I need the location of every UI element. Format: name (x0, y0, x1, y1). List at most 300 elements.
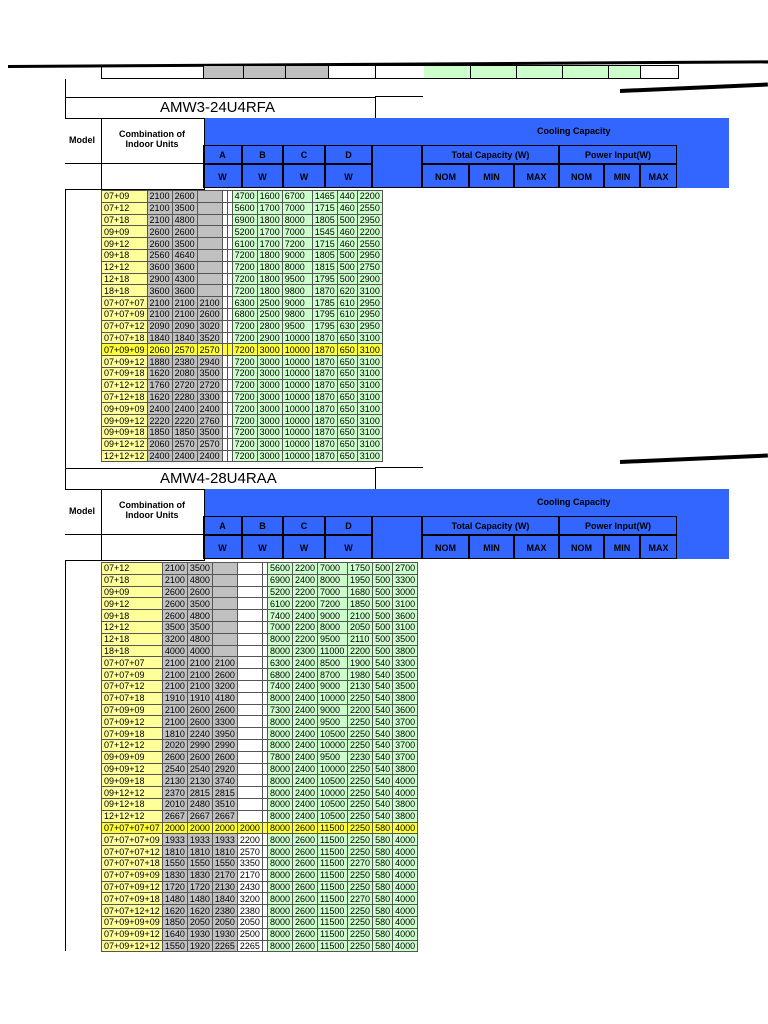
perf-cell: 1815 (312, 261, 337, 273)
perf-cell: 11500 (318, 869, 348, 881)
table-row (102, 822, 418, 834)
combo-cell: 09+12+12 (102, 787, 163, 799)
perf-cell: 580 (373, 869, 393, 881)
capacity-cell: 2100 (147, 202, 172, 214)
perf-cell: 500 (337, 249, 357, 261)
perf-cell: 1700 (257, 202, 282, 214)
perf-cell: 2400 (292, 680, 317, 692)
perf-cell: 650 (337, 379, 357, 391)
table-row (102, 356, 383, 368)
col-c-header: C (283, 145, 325, 164)
power-min-header: MIN (604, 164, 640, 188)
perf-cell: 2800 (257, 320, 282, 332)
total-min-header: MIN (469, 535, 514, 559)
perf-cell: 7200 (232, 403, 257, 415)
capacity-cell: 3510 (212, 798, 237, 810)
perf-cell: 2250 (348, 822, 373, 834)
perf-cell: 7200 (318, 598, 348, 610)
total-nom-header: NOM (422, 535, 469, 559)
combo-cell: 07+07+12+12 (102, 905, 163, 917)
capacity-cell: 2667 (187, 810, 212, 822)
capacity-cell: 2400 (172, 403, 197, 415)
table-row (102, 775, 418, 787)
perf-cell: 2250 (348, 834, 373, 846)
perf-cell: 540 (373, 739, 393, 751)
capacity-cell: 1830 (162, 869, 187, 881)
perf-cell: 2100 (348, 610, 373, 622)
perf-cell: 2400 (292, 763, 317, 775)
capacity-cell (237, 810, 262, 822)
perf-cell: 540 (373, 680, 393, 692)
combo-cell: 07+12+12 (102, 379, 148, 391)
capacity-cell: 2200 (237, 834, 262, 846)
capacity-cell: 2480 (187, 798, 212, 810)
col-a-unit: W (203, 164, 242, 188)
perf-cell: 2600 (292, 905, 317, 917)
power-nom-header: NOM (559, 164, 604, 188)
perf-cell: 3800 (393, 692, 418, 704)
perf-cell: 3500 (393, 680, 418, 692)
model-label: Model (69, 135, 95, 145)
perf-cell: 11500 (318, 834, 348, 846)
perf-cell: 1800 (257, 285, 282, 297)
perf-cell: 7200 (282, 238, 312, 250)
perf-cell: 650 (337, 391, 357, 403)
table-row (102, 285, 383, 297)
col-b-header: B (242, 145, 283, 164)
capacity-cell (212, 586, 237, 598)
perf-cell: 2600 (292, 893, 317, 905)
combo-cell: 07+07+07 (102, 297, 148, 309)
combo-cell: 07+09+18 (102, 728, 163, 740)
perf-cell: 2250 (348, 798, 373, 810)
perf-cell: 9000 (318, 680, 348, 692)
perf-cell: 3000 (393, 586, 418, 598)
perf-cell: 7800 (267, 751, 292, 763)
perf-cell: 9500 (282, 320, 312, 332)
table-row (102, 610, 418, 622)
perf-cell: 2750 (357, 261, 382, 273)
capacity-cell (237, 669, 262, 681)
perf-cell: 540 (373, 657, 393, 669)
perf-cell: 500 (373, 610, 393, 622)
combo-cell: 07+12 (102, 563, 163, 575)
capacity-cell: 3520 (197, 332, 222, 344)
capacity-cell: 2570 (237, 846, 262, 858)
combo-divider (101, 534, 203, 535)
combo-cell: 09+12+18 (102, 798, 163, 810)
combo-label: Combination of Indoor Units (119, 129, 185, 149)
combo-cell: 09+09+18 (102, 426, 148, 438)
perf-cell: 1980 (348, 669, 373, 681)
combo-cell: 09+09 (102, 586, 163, 598)
perf-cell: 8000 (267, 633, 292, 645)
capacity-cell: 4000 (162, 645, 187, 657)
perf-cell: 3100 (357, 332, 382, 344)
perf-cell: 1805 (312, 214, 337, 226)
capacity-cell: 2265 (212, 940, 237, 952)
perf-cell: 7300 (267, 704, 292, 716)
table-row (102, 680, 418, 692)
perf-cell: 1600 (257, 191, 282, 203)
perf-cell: 1800 (257, 249, 282, 261)
perf-cell: 2400 (292, 669, 317, 681)
capacity-cell: 2130 (187, 775, 212, 787)
capacity-cell: 1850 (162, 916, 187, 928)
capacity-cell: 1930 (212, 928, 237, 940)
table-row (102, 787, 418, 799)
table-row (102, 344, 383, 356)
capacity-cell: 2720 (172, 379, 197, 391)
capacity-cell: 2600 (172, 226, 197, 238)
capacity-cell: 2100 (172, 297, 197, 309)
capacity-cell: 2100 (162, 657, 187, 669)
capacity-cell (197, 226, 222, 238)
capacity-cell: 1840 (147, 332, 172, 344)
power-max-header: MAX (640, 164, 677, 188)
perf-cell: 2950 (357, 297, 382, 309)
table-row (102, 426, 383, 438)
perf-cell: 9000 (318, 610, 348, 622)
capacity-cell: 2540 (162, 763, 187, 775)
perf-cell: 4000 (393, 857, 418, 869)
gap-column-header (372, 145, 422, 188)
capacity-cell: 2130 (212, 881, 237, 893)
capacity-cell: 1480 (187, 893, 212, 905)
perf-cell: 8000 (267, 716, 292, 728)
combo-cell: 07+09+12 (102, 356, 148, 368)
perf-cell: 10000 (282, 344, 312, 356)
perf-cell: 4000 (393, 775, 418, 787)
capacity-cell: 2990 (187, 739, 212, 751)
perf-cell: 650 (337, 403, 357, 415)
capacity-cell: 2570 (172, 438, 197, 450)
perf-cell: 630 (337, 320, 357, 332)
perf-cell: 7400 (267, 680, 292, 692)
capacity-cell: 1910 (187, 692, 212, 704)
capacity-cell: 1810 (187, 846, 212, 858)
capacity-cell (237, 775, 262, 787)
perf-cell: 4000 (393, 916, 418, 928)
table-row (102, 226, 383, 238)
perf-cell: 7200 (232, 285, 257, 297)
perf-cell: 500 (337, 214, 357, 226)
perf-cell: 8500 (318, 657, 348, 669)
perf-cell: 540 (373, 692, 393, 704)
table-row (102, 704, 418, 716)
perf-cell: 3100 (357, 379, 382, 391)
capacity-cell: 2100 (162, 680, 187, 692)
capacity-cell (237, 716, 262, 728)
perf-cell: 3000 (257, 344, 282, 356)
combo-cell: 07+07+18 (102, 332, 148, 344)
perf-cell: 1870 (312, 426, 337, 438)
perf-cell: 5200 (232, 226, 257, 238)
perf-cell: 6900 (267, 574, 292, 586)
perf-cell: 3100 (357, 450, 382, 462)
capacity-cell: 1480 (162, 893, 187, 905)
perf-cell: 1800 (257, 261, 282, 273)
capacity-cell: 1840 (212, 893, 237, 905)
table-row (102, 391, 383, 403)
capacity-cell: 1620 (187, 905, 212, 917)
capacity-cell: 1810 (212, 846, 237, 858)
capacity-cell: 1620 (147, 391, 172, 403)
perf-cell: 8000 (267, 692, 292, 704)
capacity-cell (212, 610, 237, 622)
capacity-cell (237, 657, 262, 669)
perf-cell: 7200 (232, 356, 257, 368)
capacity-cell (197, 214, 222, 226)
capacity-cell: 2600 (147, 238, 172, 250)
combo-cell: 07+09+09+09 (102, 916, 163, 928)
perf-cell: 11500 (318, 940, 348, 952)
perf-cell: 540 (373, 704, 393, 716)
capacity-cell: 2600 (147, 226, 172, 238)
table-row (102, 857, 418, 869)
perf-cell: 2050 (348, 621, 373, 633)
perf-cell: 3100 (393, 621, 418, 633)
perf-cell: 650 (337, 367, 357, 379)
table-row (102, 645, 418, 657)
section-title: AMW4-28U4RAA (160, 470, 277, 487)
capacity-cell: 2570 (172, 344, 197, 356)
perf-cell: 10000 (282, 415, 312, 427)
capacity-cell: 1840 (172, 332, 197, 344)
perf-cell: 1800 (257, 214, 282, 226)
perf-cell: 500 (373, 645, 393, 657)
combo-cell: 09+09+09 (102, 403, 148, 415)
perf-cell: 7000 (318, 586, 348, 598)
total-capacity-label: Total Capacity (W) (422, 145, 559, 164)
capacity-cell: 2540 (187, 763, 212, 775)
table-row (102, 249, 383, 261)
capacity-cell: 2500 (237, 928, 262, 940)
perf-cell: 1715 (312, 202, 337, 214)
capacity-cell: 2100 (147, 191, 172, 203)
perf-cell: 6800 (232, 308, 257, 320)
perf-cell: 1680 (348, 586, 373, 598)
capacity-cell: 3740 (212, 775, 237, 787)
perf-cell: 2400 (292, 692, 317, 704)
capacity-cell: 2100 (197, 297, 222, 309)
perf-cell: 3100 (357, 344, 382, 356)
perf-cell: 540 (373, 716, 393, 728)
perf-cell: 2250 (348, 905, 373, 917)
perf-cell: 2300 (292, 645, 317, 657)
capacity-cell: 2760 (197, 415, 222, 427)
table-row (102, 893, 418, 905)
total-max-header: MAX (514, 164, 559, 188)
model-divider (65, 163, 101, 164)
perf-cell: 9500 (318, 633, 348, 645)
perf-cell: 650 (337, 332, 357, 344)
perf-cell: 3800 (393, 798, 418, 810)
perf-cell: 2200 (357, 226, 382, 238)
perf-cell: 11500 (318, 928, 348, 940)
perf-cell: 7000 (267, 621, 292, 633)
table-row (102, 905, 418, 917)
capacity-cell: 2570 (197, 344, 222, 356)
perf-cell: 2400 (292, 610, 317, 622)
capacity-cell: 2990 (212, 739, 237, 751)
capacity-cell: 2600 (162, 598, 187, 610)
table-row (102, 763, 418, 775)
perf-cell: 580 (373, 846, 393, 858)
perf-cell: 2250 (348, 916, 373, 928)
perf-cell: 10000 (282, 332, 312, 344)
perf-cell: 10500 (318, 798, 348, 810)
perf-cell: 2400 (292, 787, 317, 799)
perf-cell: 2250 (348, 881, 373, 893)
capacity-cell (237, 692, 262, 704)
table-row (102, 621, 418, 633)
capacity-cell: 2050 (187, 916, 212, 928)
capacity-cell: 2920 (212, 763, 237, 775)
combo-cell: 09+09+09 (102, 751, 163, 763)
perf-cell: 7000 (282, 202, 312, 214)
perf-cell: 2250 (348, 775, 373, 787)
perf-cell: 2700 (393, 563, 418, 575)
perf-cell: 1870 (312, 332, 337, 344)
perf-cell: 620 (337, 285, 357, 297)
perf-cell: 1750 (348, 563, 373, 575)
perf-cell: 11500 (318, 893, 348, 905)
combo-cell: 12+12+12 (102, 450, 148, 462)
perf-cell: 7200 (232, 320, 257, 332)
model-header (65, 489, 102, 561)
perf-cell: 4700 (232, 191, 257, 203)
perf-cell: 3100 (357, 403, 382, 415)
perf-cell: 3800 (393, 810, 418, 822)
capacity-cell: 1550 (162, 940, 187, 952)
capacity-cell: 2100 (147, 214, 172, 226)
capacity-cell: 1720 (162, 881, 187, 893)
perf-cell: 2400 (292, 739, 317, 751)
perf-cell: 1870 (312, 379, 337, 391)
combo-label: Combination of Indoor Units (119, 500, 185, 520)
perf-cell: 2900 (257, 332, 282, 344)
perf-cell: 6300 (267, 657, 292, 669)
perf-cell: 650 (337, 356, 357, 368)
combo-cell: 18+18 (102, 645, 163, 657)
perf-cell: 540 (373, 798, 393, 810)
section-title-box (65, 468, 376, 490)
perf-cell: 7400 (267, 610, 292, 622)
capacity-cell: 2815 (212, 787, 237, 799)
perf-cell: 2250 (348, 716, 373, 728)
capacity-cell: 2600 (162, 586, 187, 598)
capacity-cell: 2600 (162, 751, 187, 763)
perf-cell: 2250 (348, 846, 373, 858)
col-b-unit: W (242, 164, 283, 188)
col-a-header: A (203, 516, 242, 535)
perf-cell: 1870 (312, 403, 337, 415)
capacity-cell: 2080 (172, 367, 197, 379)
perf-cell: 2900 (357, 273, 382, 285)
perf-cell: 8000 (267, 881, 292, 893)
capacity-cell: 1933 (187, 834, 212, 846)
capacity-cell: 2600 (187, 751, 212, 763)
capacity-cell: 3600 (147, 261, 172, 273)
perf-cell: 3800 (393, 763, 418, 775)
perf-cell: 7200 (232, 273, 257, 285)
capacity-cell: 3500 (172, 238, 197, 250)
table-header (65, 489, 729, 561)
capacity-cell (197, 285, 222, 297)
slash-rule (620, 454, 768, 464)
capacity-cell: 2667 (212, 810, 237, 822)
perf-cell: 580 (373, 857, 393, 869)
perf-cell: 2400 (292, 716, 317, 728)
perf-cell: 4000 (393, 834, 418, 846)
perf-cell: 9000 (282, 297, 312, 309)
capacity-cell: 2815 (187, 787, 212, 799)
capacity-cell: 2100 (162, 669, 187, 681)
perf-cell: 3000 (257, 450, 282, 462)
perf-cell: 2400 (292, 798, 317, 810)
perf-cell: 500 (337, 261, 357, 273)
perf-cell: 9800 (282, 285, 312, 297)
perf-cell: 500 (373, 586, 393, 598)
perf-cell: 2600 (292, 881, 317, 893)
perf-cell: 2200 (292, 563, 317, 575)
perf-cell: 10000 (282, 450, 312, 462)
perf-cell: 7000 (318, 563, 348, 575)
capacity-cell: 3600 (172, 261, 197, 273)
table-row (102, 415, 383, 427)
capacity-cell: 3500 (162, 621, 187, 633)
capacity-cell: 3950 (212, 728, 237, 740)
perf-cell: 2250 (348, 728, 373, 740)
combo-cell: 07+07+07+12 (102, 846, 163, 858)
capacity-cell: 3600 (147, 285, 172, 297)
capacity-cell: 2020 (162, 739, 187, 751)
col-a-header: A (203, 145, 242, 164)
perf-cell: 3100 (357, 415, 382, 427)
power-min-header: MIN (604, 535, 640, 559)
perf-cell: 1715 (312, 238, 337, 250)
capacity-cell: 2100 (212, 657, 237, 669)
perf-cell: 3100 (357, 356, 382, 368)
capacity-cell (237, 680, 262, 692)
combo-cell: 07+12+12 (102, 739, 163, 751)
perf-cell: 2250 (348, 869, 373, 881)
perf-cell: 3300 (393, 657, 418, 669)
perf-cell: 10000 (318, 763, 348, 775)
perf-cell: 1870 (312, 356, 337, 368)
perf-cell: 8000 (267, 810, 292, 822)
perf-cell: 500 (373, 633, 393, 645)
perf-cell: 8000 (282, 214, 312, 226)
perf-cell: 2250 (348, 692, 373, 704)
capacity-cell: 1910 (162, 692, 187, 704)
capacity-cell: 1933 (212, 834, 237, 846)
perf-cell: 2950 (357, 320, 382, 332)
perf-cell: 2200 (292, 621, 317, 633)
capacity-cell (237, 586, 262, 598)
capacity-cell: 2600 (197, 308, 222, 320)
table-row (102, 320, 383, 332)
col-d-unit: W (325, 164, 372, 188)
capacity-cell (197, 249, 222, 261)
capacity-cell: 1920 (187, 940, 212, 952)
capacity-cell (237, 645, 262, 657)
perf-cell: 440 (337, 191, 357, 203)
perf-cell: 8000 (267, 822, 292, 834)
capacity-cell: 1810 (162, 846, 187, 858)
model-header (65, 118, 102, 190)
